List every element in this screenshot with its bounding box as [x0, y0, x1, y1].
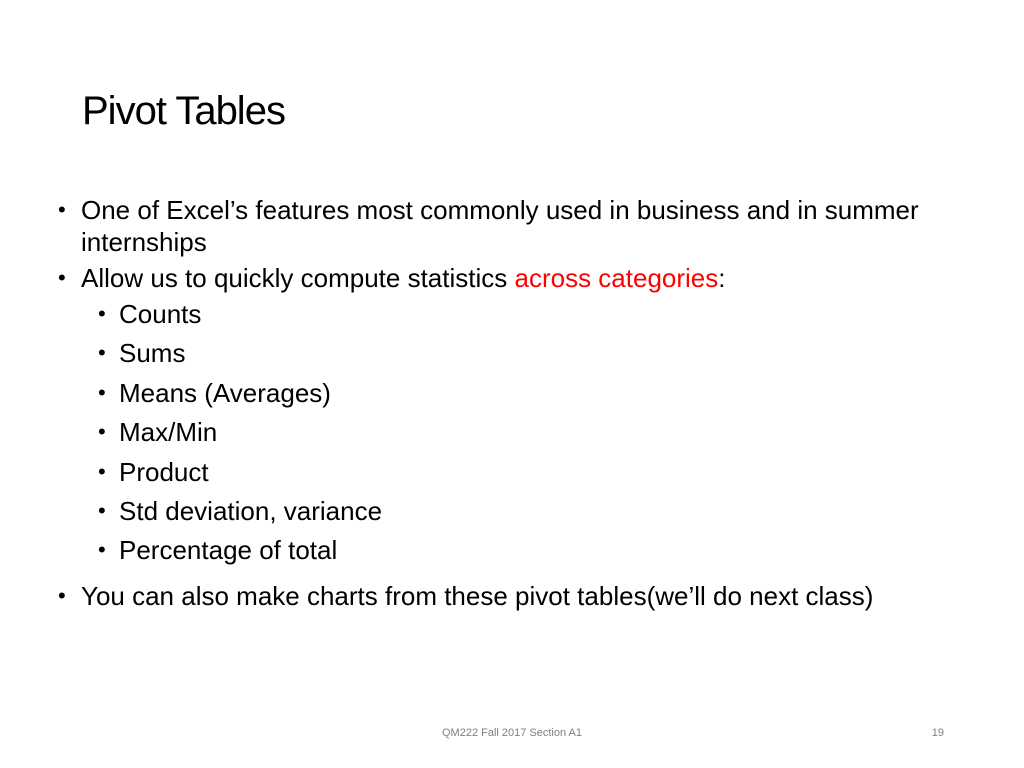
bullet-suffix: :	[718, 263, 726, 293]
subbullet-item: • Product	[98, 456, 958, 488]
bullet-text: You can also make charts from these pivot tables(we’ll do next class)	[81, 581, 874, 612]
slide-content	[58, 194, 958, 626]
bullet-charts	[58, 580, 958, 612]
slide-page-number: 19	[931, 727, 944, 739]
bullet-text: One of Excel’s features most commonly used in business and in summer internships	[81, 195, 919, 257]
highlight-across-categories: across categories	[514, 263, 719, 293]
bullet-compute-statistics	[58, 262, 958, 294]
bullet-prefix: Allow us to quickly compute statistics	[81, 263, 515, 293]
bullet-excel-features	[58, 194, 958, 258]
slide-footer: QM222 Fall 2017 Section A1	[441, 727, 583, 739]
subbullet-item: • Max/Min	[98, 416, 958, 448]
slide-title: Pivot Tables	[82, 89, 285, 133]
statistics-sublist	[98, 298, 958, 566]
subbullet-item: • Means (Averages)	[98, 377, 958, 409]
subbullet-item: • Counts	[98, 298, 958, 330]
subbullet-item: • Std deviation, variance	[98, 495, 958, 527]
subbullet-item: • Percentage of total	[98, 534, 958, 566]
subbullet-item: • Sums	[98, 337, 958, 369]
